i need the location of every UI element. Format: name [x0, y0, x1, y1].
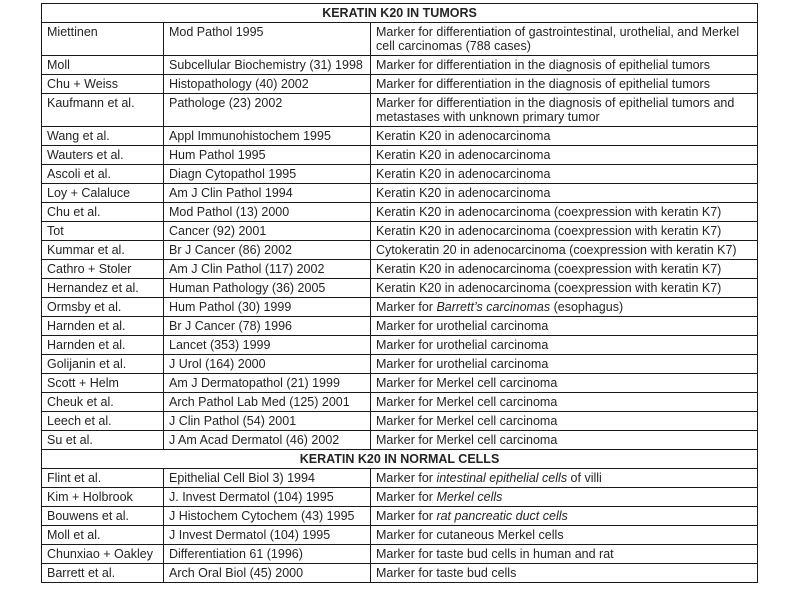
journal-cell: Lancet (353) 1999: [164, 336, 371, 355]
author-cell: Loy + Calaluce: [42, 184, 164, 203]
table-row: [42, 488, 758, 507]
section-title: KERATIN K20 IN TUMORS: [42, 4, 758, 23]
description-cell: [371, 507, 758, 526]
description-segment: Keratin K20 in adenocarcinoma: [376, 167, 551, 181]
description-segment: Marker for Merkel cell carcinoma: [376, 433, 558, 447]
journal-cell: J Urol (164) 2000: [164, 355, 371, 374]
journal-cell: Arch Pathol Lab Med (125) 2001: [164, 393, 371, 412]
section-title: KERATIN K20 IN NORMAL CELLS: [42, 450, 758, 469]
description-italic-segment: Merkel cells: [436, 490, 503, 504]
journal-cell: Differentiation 61 (1996): [164, 545, 371, 564]
description-segment: Keratin K20 in adenocarcinoma (coexpression with keratin K7): [376, 224, 722, 238]
description-segment: Marker for taste bud cells in human and rat: [376, 547, 614, 561]
description-cell: [371, 94, 758, 127]
description-cell: [371, 317, 758, 336]
journal-cell: Mod Pathol (13) 2000: [164, 203, 371, 222]
journal-cell: Hum Pathol 1995: [164, 146, 371, 165]
description-cell: [371, 488, 758, 507]
journal-cell: Cancer (92) 2001: [164, 222, 371, 241]
table-row: [42, 75, 758, 94]
author-cell: Su et al.: [42, 431, 164, 450]
journal-cell: Am J Dermatopathol (21) 1999: [164, 374, 371, 393]
author-cell: Moll: [42, 56, 164, 75]
description-segment: Marker for urothelial carcinoma: [376, 338, 549, 352]
description-cell: [371, 279, 758, 298]
journal-cell: J Clin Pathol (54) 2001: [164, 412, 371, 431]
table-row: [42, 203, 758, 222]
description-segment: Marker for cutaneous Merkel cells: [376, 528, 564, 542]
description-segment: Keratin K20 in adenocarcinoma (coexpression with keratin K7): [376, 205, 722, 219]
description-segment: Keratin K20 in adenocarcinoma (coexpression with keratin K7): [376, 281, 722, 295]
journal-cell: J Histochem Cytochem (43) 1995: [164, 507, 371, 526]
journal-cell: J Am Acad Dermatol (46) 2002: [164, 431, 371, 450]
table-row: [42, 222, 758, 241]
table-row: [42, 412, 758, 431]
description-segment: Marker for differentiation of gastrointestinal, urothelial, and Merkel cell carcinomas (788 cases): [376, 25, 740, 53]
table-row: [42, 355, 758, 374]
author-cell: Leech et al.: [42, 412, 164, 431]
journal-cell: Human Pathology (36) 2005: [164, 279, 371, 298]
author-cell: Harnden et al.: [42, 317, 164, 336]
description-cell: [371, 545, 758, 564]
journal-cell: Mod Pathol 1995: [164, 23, 371, 56]
journal-cell: J Invest Dermatol (104) 1995: [164, 526, 371, 545]
table-row: [42, 393, 758, 412]
author-cell: Flint et al.: [42, 469, 164, 488]
author-cell: Cathro + Stoler: [42, 260, 164, 279]
journal-cell: Arch Oral Biol (45) 2000: [164, 564, 371, 583]
author-cell: Moll et al.: [42, 526, 164, 545]
table-row: [42, 374, 758, 393]
table-row: [42, 507, 758, 526]
author-cell: Wang et al.: [42, 127, 164, 146]
journal-cell: Br J Cancer (86) 2002: [164, 241, 371, 260]
author-cell: Wauters et al.: [42, 146, 164, 165]
description-segment: Marker for differentiation in the diagnosis of epithelial tumors and metastases with unknown primary tumor: [376, 96, 735, 124]
journal-cell: Br J Cancer (78) 1996: [164, 317, 371, 336]
table-row: [42, 260, 758, 279]
keratin-reference-table: [41, 3, 758, 583]
section-header-row: [42, 450, 758, 469]
author-cell: Barrett et al.: [42, 564, 164, 583]
journal-cell: Am J Clin Pathol (117) 2002: [164, 260, 371, 279]
description-cell: [371, 75, 758, 94]
description-italic-segment: rat pancreatic duct cells: [436, 509, 568, 523]
description-italic-segment: intestinal epithelial cells: [436, 471, 568, 485]
author-cell: Hernandez et al.: [42, 279, 164, 298]
table-row: [42, 23, 758, 56]
journal-cell: Histopathology (40) 2002: [164, 75, 371, 94]
description-cell: [371, 374, 758, 393]
author-cell: Chu et al.: [42, 203, 164, 222]
table-row: [42, 336, 758, 355]
description-segment: Marker for: [376, 509, 437, 523]
table-row: [42, 241, 758, 260]
journal-cell: Appl Immunohistochem 1995: [164, 127, 371, 146]
journal-cell: Epithelial Cell Biol 3) 1994: [164, 469, 371, 488]
section-header-row: [42, 4, 758, 23]
description-cell: [371, 355, 758, 374]
description-cell: [371, 23, 758, 56]
journal-cell: Hum Pathol (30) 1999: [164, 298, 371, 317]
author-cell: Chunxiao + Oakley: [42, 545, 164, 564]
table-row: [42, 564, 758, 583]
author-cell: Kim + Holbrook: [42, 488, 164, 507]
description-cell: [371, 184, 758, 203]
description-cell: [371, 56, 758, 75]
table-row: [42, 298, 758, 317]
description-segment: Keratin K20 in adenocarcinoma: [376, 148, 551, 162]
table-row: [42, 127, 758, 146]
author-cell: Miettinen: [42, 23, 164, 56]
author-cell: Chu + Weiss: [42, 75, 164, 94]
description-cell: [371, 393, 758, 412]
author-cell: Tot: [42, 222, 164, 241]
description-cell: [371, 412, 758, 431]
table-row: [42, 94, 758, 127]
description-cell: [371, 241, 758, 260]
description-segment: Marker for: [376, 300, 437, 314]
description-cell: [371, 298, 758, 317]
description-segment: Marker for differentiation in the diagnosis of epithelial tumors: [376, 58, 710, 72]
journal-cell: Diagn Cytopathol 1995: [164, 165, 371, 184]
description-segment: Marker for Merkel cell carcinoma: [376, 395, 558, 409]
journal-cell: J. Invest Dermatol (104) 1995: [164, 488, 371, 507]
journal-cell: Am J Clin Pathol 1994: [164, 184, 371, 203]
table-row: [42, 431, 758, 450]
author-cell: Scott + Helm: [42, 374, 164, 393]
description-segment: Cytokeratin 20 in adenocarcinoma (coexpression with keratin K7): [376, 243, 737, 257]
table-row: [42, 469, 758, 488]
table-body: [42, 4, 758, 583]
description-segment: Marker for urothelial carcinoma: [376, 319, 549, 333]
description-cell: [371, 469, 758, 488]
description-segment: Marker for: [376, 490, 437, 504]
description-segment: Marker for urothelial carcinoma: [376, 357, 549, 371]
description-segment: Keratin K20 in adenocarcinoma: [376, 129, 551, 143]
author-cell: Harnden et al.: [42, 336, 164, 355]
description-italic-segment: Barrett’s carcinomas: [436, 300, 551, 314]
author-cell: Golijanin et al.: [42, 355, 164, 374]
author-cell: Ormsby et al.: [42, 298, 164, 317]
description-cell: [371, 165, 758, 184]
table-row: [42, 545, 758, 564]
description-cell: [371, 431, 758, 450]
description-segment: Marker for Merkel cell carcinoma: [376, 414, 558, 428]
author-cell: Bouwens et al.: [42, 507, 164, 526]
author-cell: Ascoli et al.: [42, 165, 164, 184]
description-cell: [371, 127, 758, 146]
table-row: [42, 526, 758, 545]
description-segment: Marker for: [376, 471, 437, 485]
table-row: [42, 56, 758, 75]
table-row: [42, 184, 758, 203]
description-segment: Marker for Merkel cell carcinoma: [376, 376, 558, 390]
author-cell: Kummar et al.: [42, 241, 164, 260]
author-cell: Cheuk et al.: [42, 393, 164, 412]
description-cell: [371, 336, 758, 355]
table-row: [42, 146, 758, 165]
table-row: [42, 279, 758, 298]
table-row: [42, 317, 758, 336]
author-cell: Kaufmann et al.: [42, 94, 164, 127]
description-cell: [371, 222, 758, 241]
description-segment: (esophagus): [550, 300, 624, 314]
description-segment: of villi: [567, 471, 602, 485]
description-cell: [371, 526, 758, 545]
description-cell: [371, 564, 758, 583]
description-cell: [371, 146, 758, 165]
description-segment: Keratin K20 in adenocarcinoma: [376, 186, 551, 200]
description-segment: Marker for differentiation in the diagnosis of epithelial tumors: [376, 77, 710, 91]
description-cell: [371, 203, 758, 222]
description-segment: Marker for taste bud cells: [376, 566, 517, 580]
description-segment: Keratin K20 in adenocarcinoma (coexpression with keratin K7): [376, 262, 722, 276]
journal-cell: Subcellular Biochemistry (31) 1998: [164, 56, 371, 75]
journal-cell: Pathologe (23) 2002: [164, 94, 371, 127]
description-cell: [371, 260, 758, 279]
table-row: [42, 165, 758, 184]
